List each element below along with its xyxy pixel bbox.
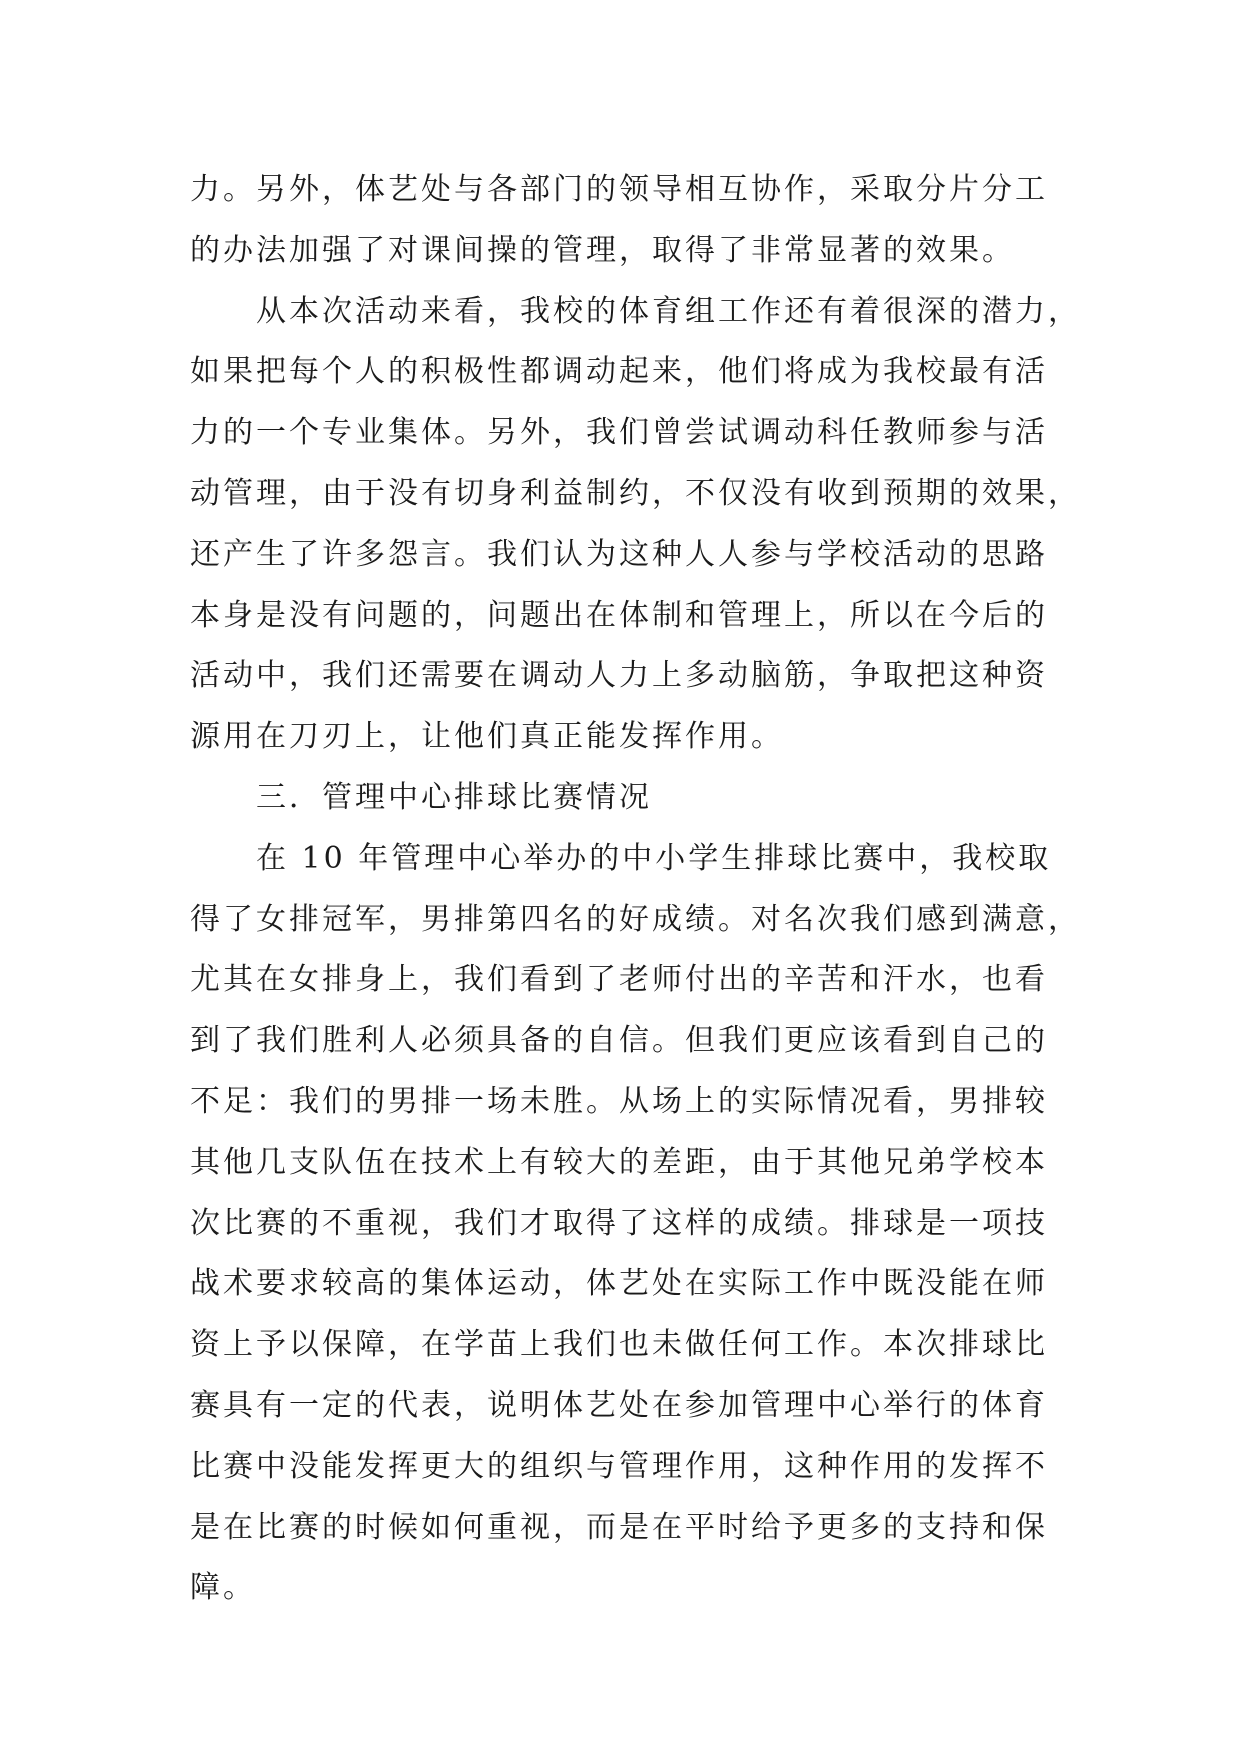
text-line: 本身是没有问题的，问题出在体制和管理上，所以在今后的 [190, 597, 1048, 633]
text-line: 其他几支队伍在技术上有较大的差距，由于其他兄弟学校本 [190, 1144, 1048, 1180]
text-line: 到了我们胜利人必须具备的自信。但我们更应该看到自己的 [190, 1023, 1048, 1059]
text-line: 得了女排冠军，男排第四名的好成绩。对名次我们感到满意， [190, 901, 1081, 937]
text-line: 活动中，我们还需要在调动人力上多动脑筋，争取把这种资 [190, 658, 1048, 694]
text-line: 资上予以保障，在学苗上我们也未做任何工作。本次排球比 [190, 1327, 1048, 1363]
text-line: 的办法加强了对课间操的管理，取得了非常显著的效果。 [190, 232, 1015, 268]
document-body [190, 160, 1081, 1619]
paragraph-start-line: 在 10 年管理中心举办的中小学生排球比赛中，我校取 [256, 840, 1052, 876]
text-line: 尤其在女排身上，我们看到了老师付出的辛苦和汗水，也看 [190, 962, 1048, 998]
text-line: 不足：我们的男排一场未胜。从场上的实际情况看，男排较 [190, 1083, 1048, 1119]
text-line: 源用在刀刃上，让他们真正能发挥作用。 [190, 719, 784, 755]
text-line: 动管理，由于没有切身利益制约，不仅没有收到预期的效果， [190, 475, 1081, 511]
text-line: 比赛中没能发挥更大的组织与管理作用，这种作用的发挥不 [190, 1448, 1048, 1484]
paragraph-start-line: 从本次活动来看，我校的体育组工作还有着很深的潜力， [256, 293, 1081, 329]
text-line: 如果把每个人的积极性都调动起来，他们将成为我校最有活 [190, 354, 1048, 390]
section-heading: 三．管理中心排球比赛情况 [256, 779, 652, 815]
text-line: 障。 [190, 1570, 256, 1606]
text-line: 战术要求较高的集体运动，体艺处在实际工作中既没能在师 [190, 1266, 1048, 1302]
text-line: 力。另外，体艺处与各部门的领导相互协作，采取分片分工 [190, 172, 1048, 207]
text-line: 是在比赛的时候如何重视，而是在平时给予更多的支持和保 [190, 1509, 1048, 1545]
text-line: 次比赛的不重视，我们才取得了这样的成绩。排球是一项技 [190, 1205, 1048, 1241]
text-line: 力的一个专业集体。另外，我们曾尝试调动科任教师参与活 [190, 415, 1048, 451]
text-line: 赛具有一定的代表，说明体艺处在参加管理中心举行的体育 [190, 1387, 1048, 1423]
text-line: 还产生了许多怨言。我们认为这种人人参与学校活动的思路 [190, 536, 1048, 572]
